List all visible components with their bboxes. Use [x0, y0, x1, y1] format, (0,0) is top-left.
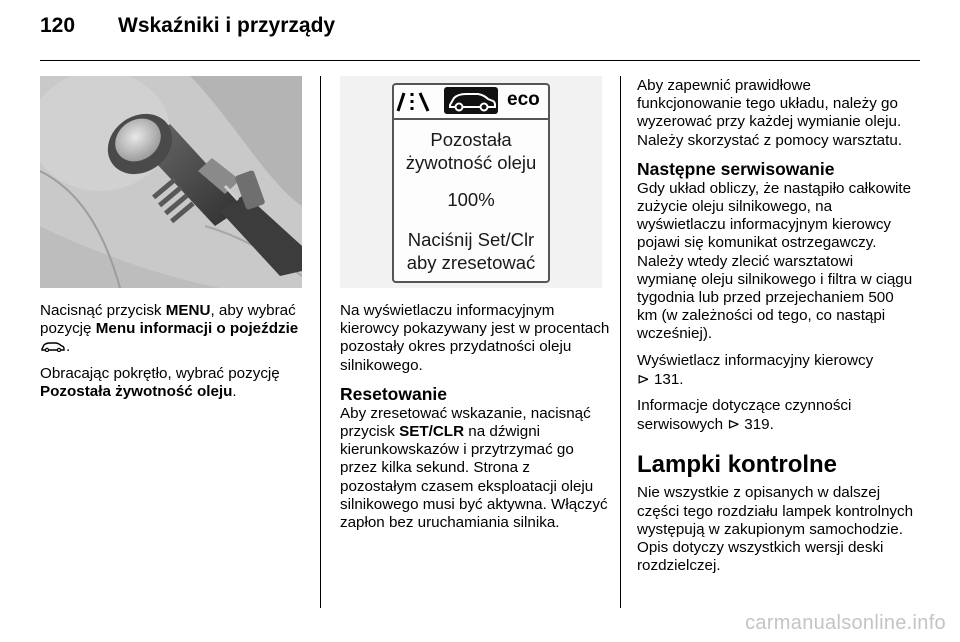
lever-illustration: [40, 76, 302, 288]
page-reference[interactable]: 319.: [744, 416, 774, 434]
text: .: [66, 338, 71, 356]
heading-next-service: Następne serwisowanie: [637, 158, 835, 179]
text: Aby zresetować wskazanie, nacisnąć przycisk: [340, 404, 591, 441]
text: , aby wybrać pozycję: [40, 302, 296, 338]
car-icon: [40, 340, 66, 352]
heading-warning-lamps: Lampki kontrolne: [637, 451, 838, 479]
page-header: [40, 14, 335, 38]
display-line-4: aby zresetować: [406, 252, 536, 273]
paragraph: [637, 397, 917, 434]
display-tab-bar: [394, 85, 548, 120]
page-number: 120: [40, 14, 76, 37]
text: Obracając pokrętło, wybrać pozycję: [40, 364, 280, 382]
page-reference-icon: ⊳: [727, 415, 741, 434]
oil-life-term: Pozostała żywotność oleju: [40, 382, 233, 400]
paragraph: [40, 365, 310, 401]
driver-info-display: [392, 83, 550, 283]
text: .: [232, 382, 237, 400]
column-divider-2: [620, 76, 621, 608]
paragraph: [340, 405, 610, 532]
text: na dźwigni kierunkowskazów i przytrzymać go przez kilka sekund. Strona z pozostałym czasem eksploatacji oleju silnikowego musi być aktywna. Włączyć zapłon bez uruchamiania silnika.: [340, 423, 608, 532]
page-reference-icon: ⊳: [637, 369, 650, 388]
paragraph: [637, 352, 917, 389]
heading-reset: Resetowanie: [340, 383, 447, 404]
display-line-3: Naciśnij Set/Clr: [407, 229, 535, 250]
paragraph: [40, 302, 310, 357]
turn-signal-lever-drawing: [40, 76, 302, 288]
column-divider-1: [320, 76, 321, 608]
eco-tab: eco: [507, 89, 540, 110]
paragraph: Aby zapewnić prawidłowe funkcjonowanie tego układu, należy go wyzerować przy każdej wymianie oleju. Należy skorzystać z pomocy warsztatu.: [637, 77, 903, 149]
column-1-text: [40, 302, 310, 409]
paragraph: Na wyświetlaczu informacyjnym kierowcy pokazywany jest w procentach pozostały okres przydatności oleju silnikowego.: [340, 302, 610, 374]
page-reference[interactable]: 131.: [653, 370, 684, 388]
text: Wyświetlacz informacyjny kierowcy: [637, 351, 874, 369]
car-icon: [444, 87, 498, 114]
paragraph: Gdy układ obliczy, że nastąpiło całkowite zużycie oleju silnikowego, na wyświetlaczu informacyjnym kierowcy pojawi się komunikat ostrzegawczy. Należy wtedy zlecić warsztatowi wymianę oleju silnikowego i filtra w ciągu tygodnia lub przed przejechaniem 500 km (w zależności od tego, co nastąpi wcześniej).: [637, 179, 913, 343]
display-percent: 100%: [447, 189, 495, 210]
text: Nacisnąć przycisk: [40, 302, 166, 319]
column-2-text: [340, 302, 610, 540]
set-clr-term: SET/CLR: [399, 423, 465, 441]
watermark: carmanualsonline.info: [745, 612, 946, 634]
text: Informacje dotyczące czynności serwisowych: [637, 397, 852, 434]
vehicle-info-menu-term: Menu informacji o pojeździe: [95, 320, 299, 338]
paragraph: Nie wszystkie z opisanych w dalszej części tego rozdziału lampek kontrolnych występują w zakupionym samochodzie. Opis dotyczy wszystkich wersji deski rozdzielczej.: [637, 484, 914, 575]
road-warning-icon: [396, 87, 444, 117]
vehicle-info-tab: [444, 87, 498, 114]
display-line-2: żywotność oleju: [405, 152, 537, 173]
header-rule: [40, 60, 920, 61]
display-line-1: Pozostała: [430, 129, 512, 150]
column-3-text: [637, 77, 917, 583]
page-title: Wskaźniki i przyrządy: [118, 14, 336, 37]
menu-term: MENU: [165, 302, 211, 319]
